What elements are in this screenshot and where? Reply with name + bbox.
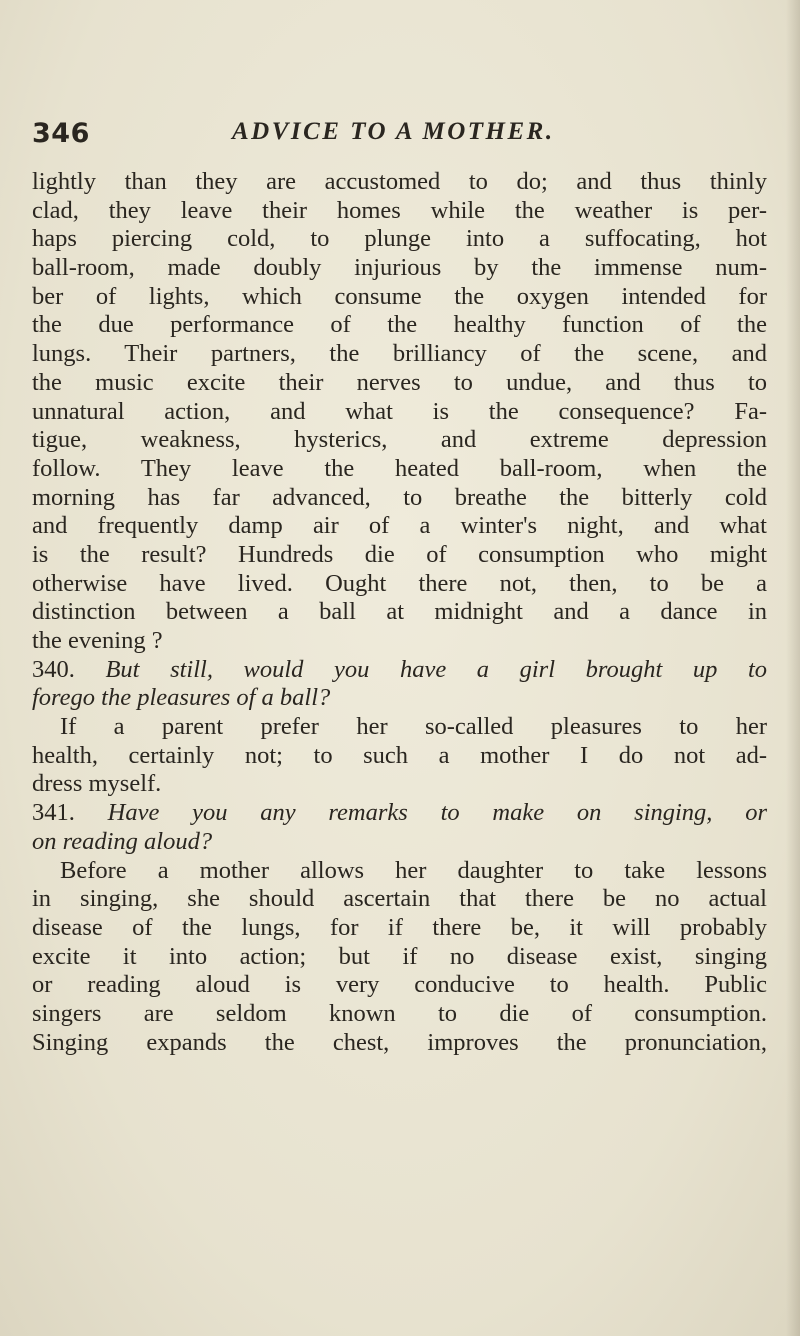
- text-line: disease of the lungs, for if there be, it will probably: [32, 913, 767, 941]
- text-line: morning has far advanced, to breathe the bitterly cold: [32, 483, 767, 511]
- page-header: [32, 118, 732, 158]
- text-line: the music excite their nerves to undue, and thus to: [32, 368, 767, 396]
- text-line: Before a mother allows her daughter to take lessons: [60, 856, 767, 884]
- text-line: haps piercing cold, to plunge into a suffocating, hot: [32, 225, 767, 253]
- text-line: singers are seldom known to die of consumption.: [32, 999, 767, 1027]
- text-line: the due performance of the healthy function of the: [32, 311, 767, 339]
- text-line: and frequently damp air of a winter's night, and what: [32, 512, 767, 540]
- text-line: Singing expands the chest, improves the pronunciation,: [32, 1028, 767, 1056]
- question-text: But still, would you have a girl brought up to: [105, 655, 768, 683]
- text-line: ball-room, made doubly injurious by the immense num-: [32, 254, 767, 282]
- text-line: If a parent prefer her so-called pleasures to her: [60, 713, 767, 741]
- question-number: 341.: [32, 799, 75, 827]
- text-line: dress myself.: [32, 770, 162, 798]
- text-line: or reading aloud is very conducive to health. Public: [32, 971, 767, 999]
- question-341-line: [32, 799, 767, 828]
- question-text: Have you any remarks to make on singing, or: [107, 799, 767, 827]
- text-line: clad, they leave their homes while the weather is per-: [32, 196, 767, 224]
- text-line: distinction between a ball at midnight and a dance in: [32, 598, 767, 626]
- body-text: [32, 168, 767, 1057]
- text-line: health, certainly not; to such a mother I do not ad-: [32, 741, 767, 769]
- text-line: otherwise have lived. Ought there not, then, to be a: [32, 569, 767, 597]
- text-line: excite it into action; but if no disease exist, singing: [32, 942, 767, 970]
- page-number: 346: [32, 118, 90, 149]
- running-head: ADVICE TO A MOTHER.: [232, 118, 555, 145]
- text-line: the evening ?: [32, 627, 163, 654]
- text-line: lungs. Their partners, the brilliancy of the scene, and: [32, 340, 767, 368]
- question-341-line: on reading aloud?: [32, 827, 213, 855]
- text-line: follow. They leave the heated ball-room, when the: [32, 454, 767, 482]
- question-number: 340.: [32, 655, 75, 683]
- text-line: lightly than they are accustomed to do; and thus thinly: [32, 168, 767, 195]
- text-line: is the result? Hundreds die of consumption who might: [32, 540, 767, 568]
- page-edge-shadow: [786, 0, 800, 1336]
- question-340-line: [32, 656, 767, 685]
- text-line: tigue, weakness, hysterics, and extreme depression: [32, 426, 767, 454]
- text-line: unnatural action, and what is the consequence? Fa-: [32, 397, 767, 425]
- text-line: in singing, she should ascertain that there be no actual: [32, 885, 767, 913]
- text-line: ber of lights, which consume the oxygen intended for: [32, 282, 767, 310]
- question-340-line: forego the pleasures of a ball?: [32, 684, 331, 712]
